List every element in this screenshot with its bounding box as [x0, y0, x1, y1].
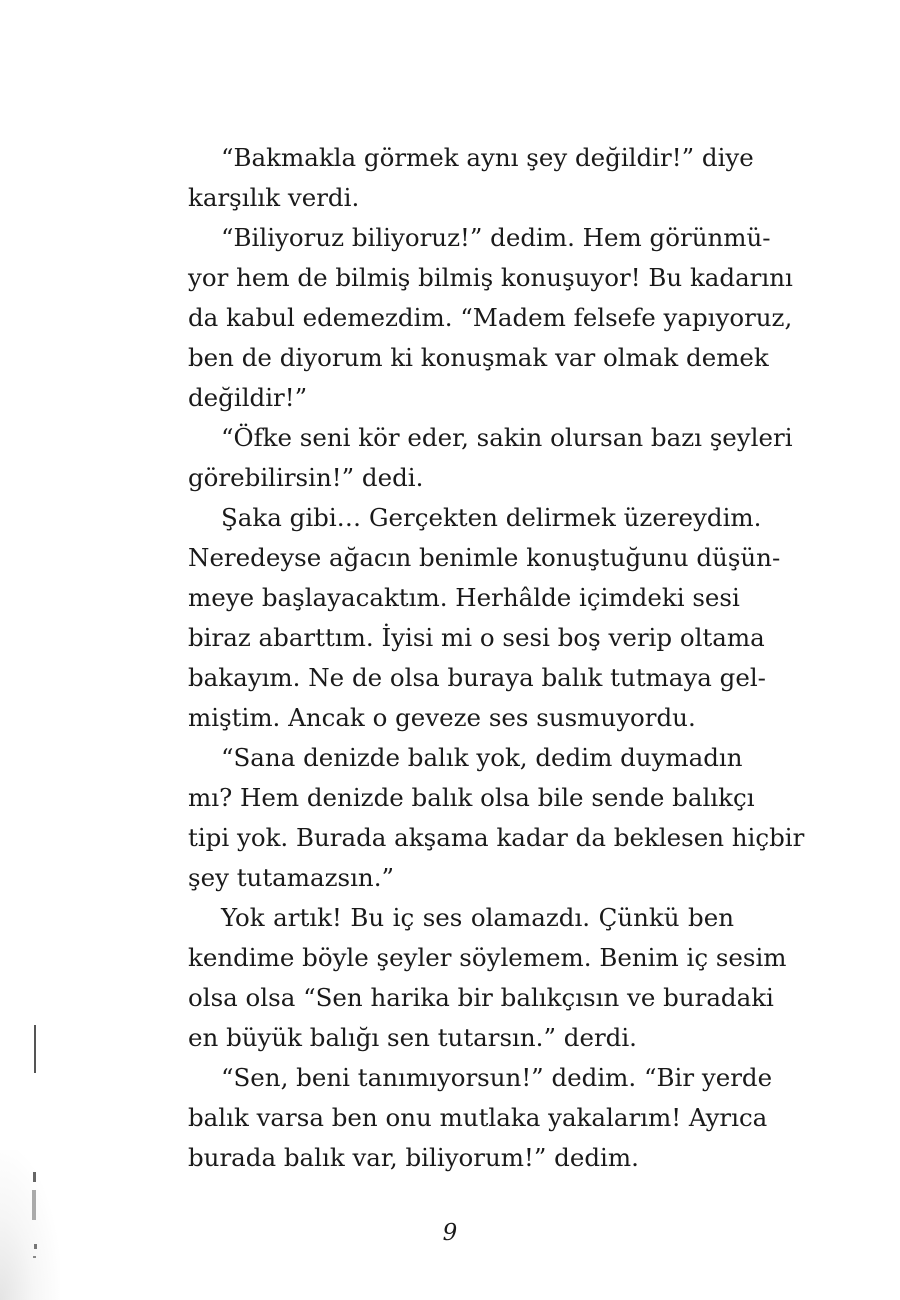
text-line: “Sana denizde balık yok, dedim duymadın	[221, 743, 743, 772]
body-text	[188, 138, 805, 1178]
text-line: balık varsa ben onu mutlaka yakalarım! Ayrıca	[188, 1103, 768, 1132]
text-line: “Bakmakla görmek aynı şey değildir!” diye	[221, 143, 754, 172]
text-line: şey tutamazsın.”	[188, 863, 395, 892]
text-line: biraz abarttım. İyisi mi o sesi boş verip oltama	[188, 623, 765, 652]
text-line: ben de diyorum ki konuşmak var olmak demek	[188, 343, 769, 372]
text-line: kendime böyle şeyler söylemem. Benim iç sesim	[188, 943, 787, 972]
text-line: “Sen, beni tanımıyorsun!” dedim. “Bir yerde	[221, 1063, 773, 1092]
text-line: Yok artık! Bu iç ses olamazdı. Çünkü ben	[221, 903, 734, 932]
text-line: da kabul edemezdim. “Madem felsefe yapıyoruz,	[188, 303, 793, 332]
text-line: bakayım. Ne de olsa buraya balık tutmaya gel-	[188, 663, 766, 692]
scan-artifact-marks	[28, 1020, 68, 1300]
text-line: miştim. Ancak o geveze ses susmuyordu.	[188, 703, 696, 732]
text-line: en büyük balığı sen tutarsın.” derdi.	[188, 1023, 637, 1052]
text-line: karşılık verdi.	[188, 183, 360, 212]
page-number: 9	[442, 1220, 458, 1246]
text-line: burada balık var, biliyorum!” dedim.	[188, 1143, 639, 1172]
text-line: görebilirsin!” dedi.	[188, 463, 424, 492]
text-line: “Öfke seni kör eder, sakin olursan bazı şeyleri	[221, 423, 793, 452]
text-line: Şaka gibi… Gerçekten delirmek üzereydim.	[221, 503, 762, 532]
text-line: meye başlayacaktım. Herhâlde içimdeki sesi	[188, 583, 740, 612]
text-line: değildir!”	[188, 383, 308, 412]
text-line: mı? Hem denizde balık olsa bile sende balıkçı	[188, 783, 755, 812]
text-line: olsa olsa “Sen harika bir balıkçısın ve buradaki	[188, 983, 774, 1012]
text-line: Neredeyse ağacın benimle konuştuğunu düşün-	[188, 543, 781, 572]
text-line: yor hem de bilmiş bilmiş konuşuyor! Bu kadarını	[188, 263, 793, 292]
text-line: “Biliyoruz biliyoruz!” dedim. Hem görünmü-	[221, 223, 771, 252]
text-line: tipi yok. Burada akşama kadar da beklesen hiçbir	[188, 823, 805, 852]
